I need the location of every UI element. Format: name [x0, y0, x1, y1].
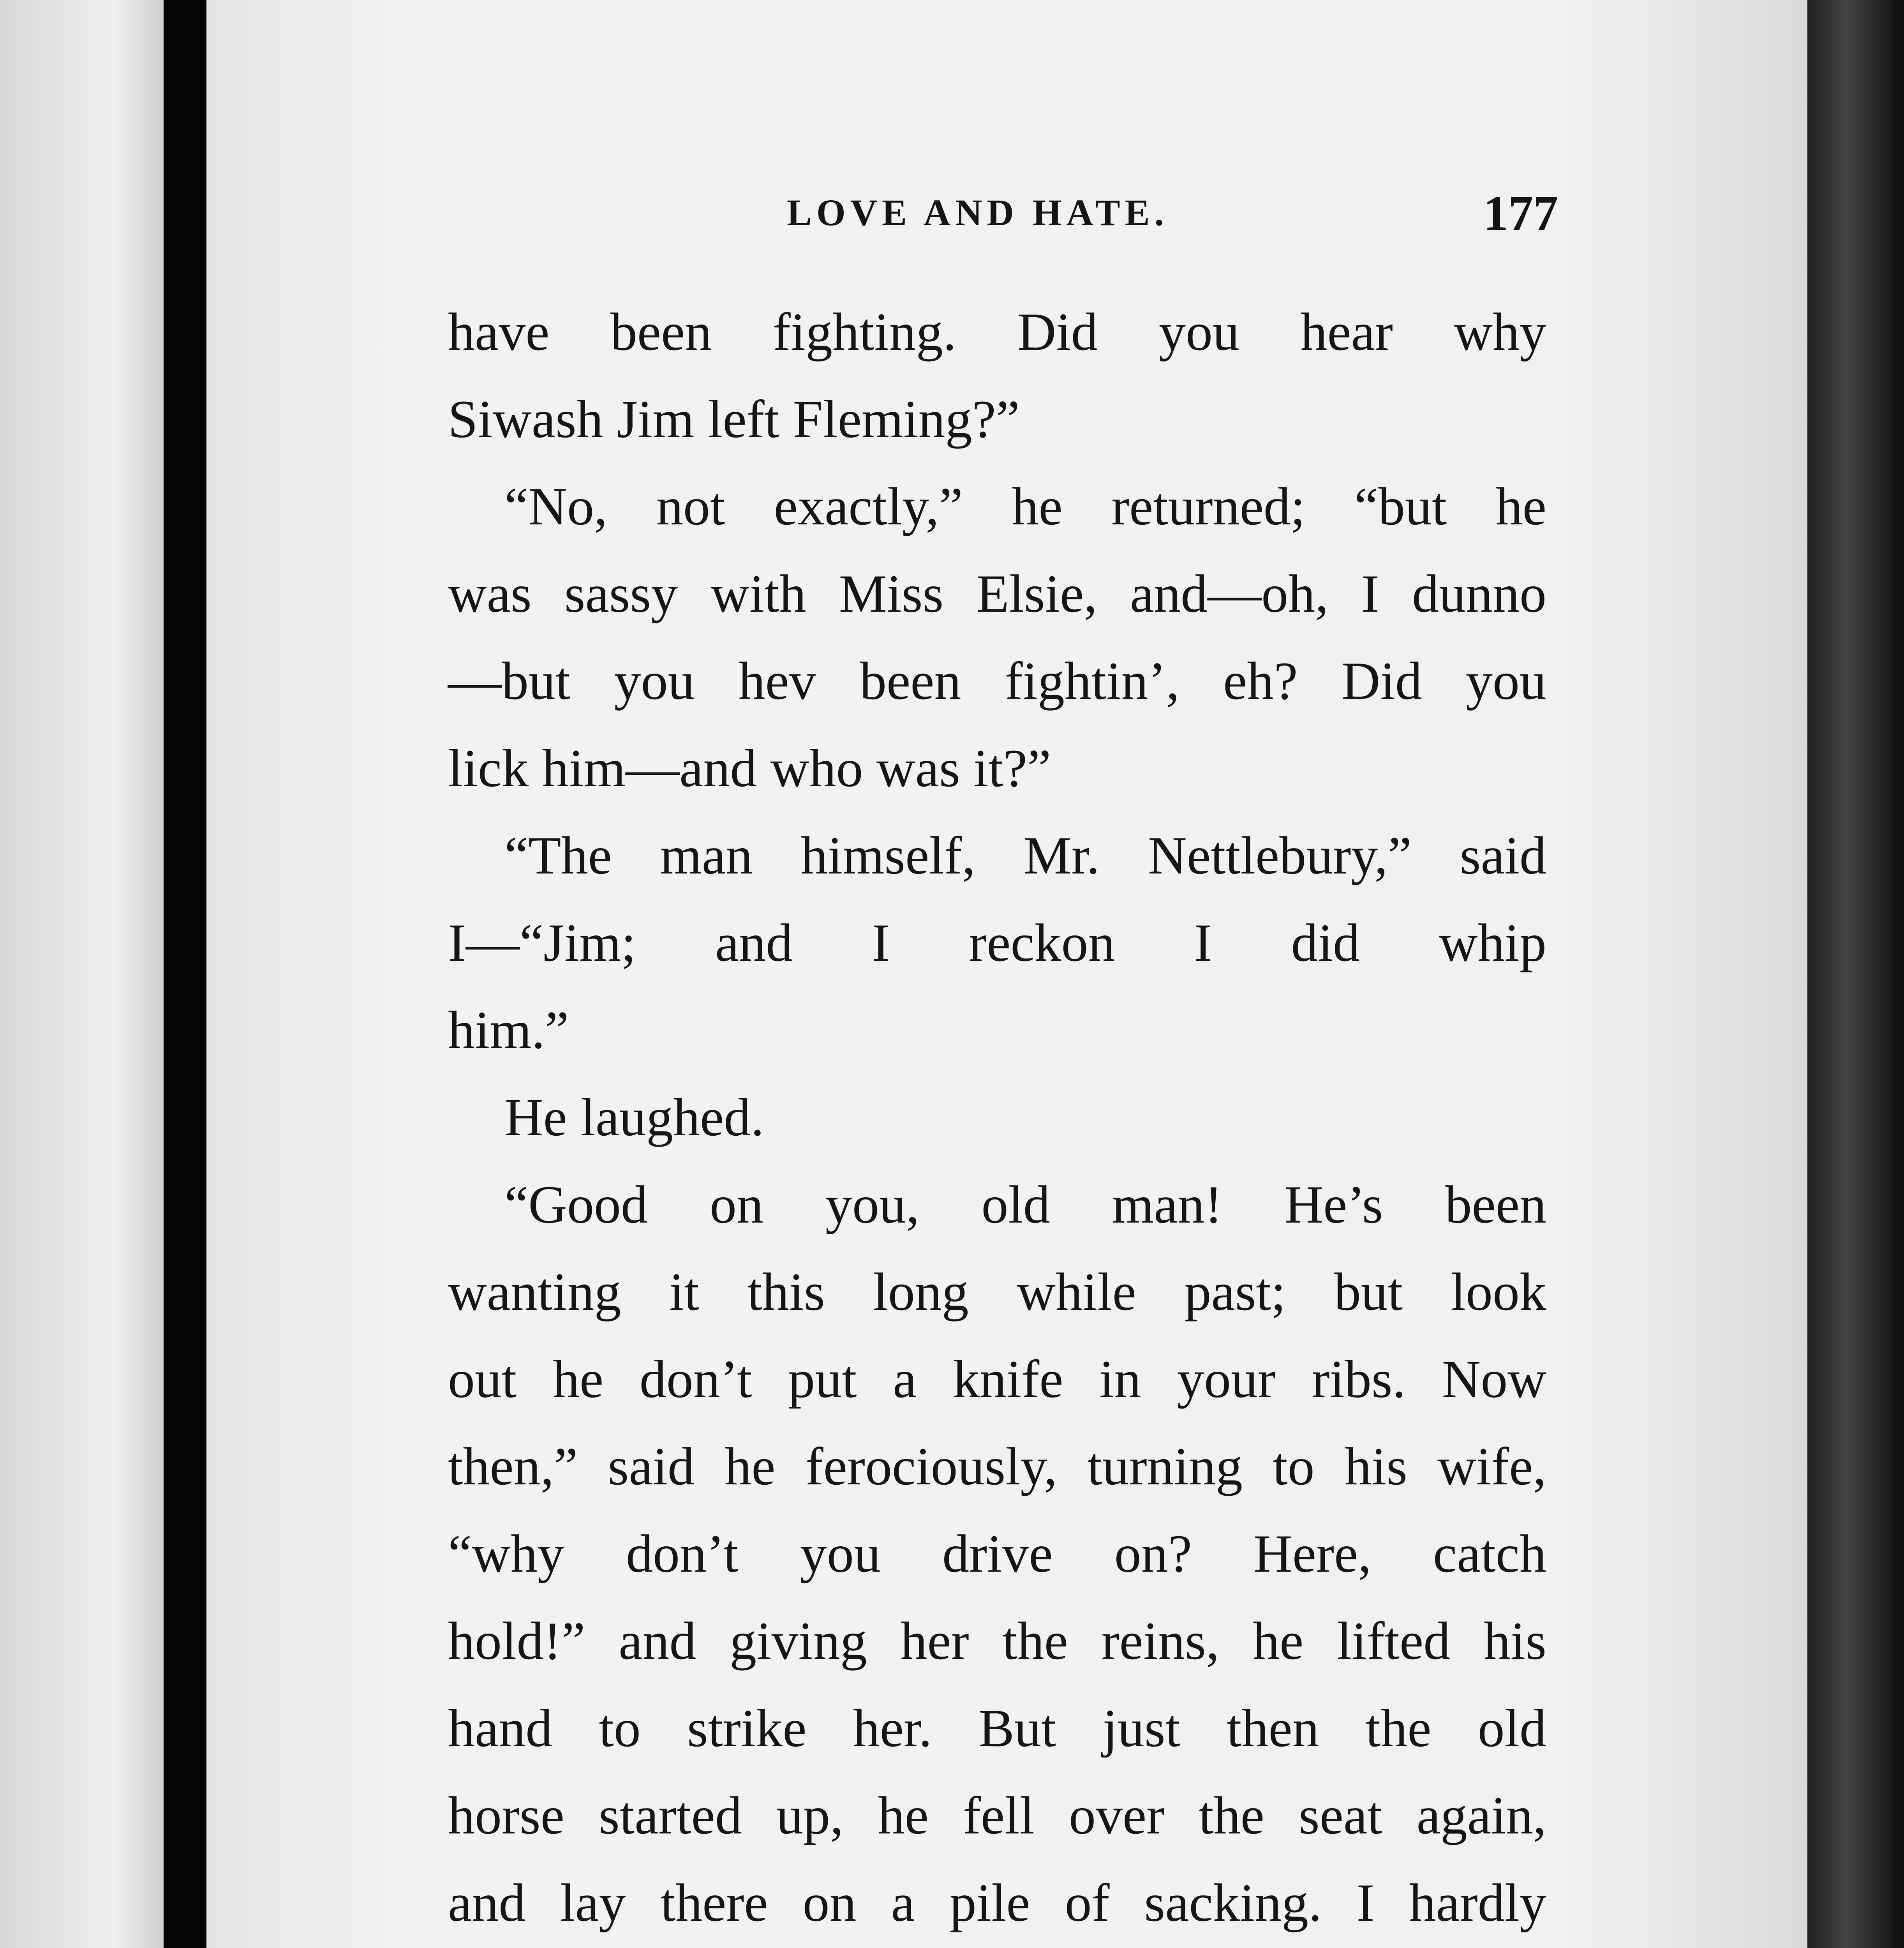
book-edge: [1807, 0, 1904, 1948]
text-line: [448, 1946, 1546, 1948]
text-line: lick him—and who was it?”: [448, 738, 1051, 798]
text-line: wanting it this long while past; but look: [448, 1262, 1546, 1322]
facing-page-edge: [0, 0, 164, 1948]
text-line: have been fighting. Did you hear why: [448, 302, 1546, 362]
text-line: and lay there on a pile of sacking. I hardly: [448, 1873, 1546, 1932]
text-line: then,” said he ferociously, turning to his wife,: [448, 1436, 1546, 1496]
text-line: I—“Jim; and I reckon I did whip: [448, 913, 1546, 972]
text-line: “Good on you, old man! He’s been: [504, 1175, 1546, 1234]
text-line: horse started up, he fell over the seat again,: [448, 1786, 1546, 1845]
chapter-title: LOVE AND HATE.: [787, 192, 1169, 233]
text-line: out he don’t put a knife in your ribs. Now: [448, 1349, 1546, 1409]
running-head: [448, 185, 1558, 245]
binding-gutter: [164, 0, 206, 1948]
body-text: [448, 288, 1546, 1948]
text-line: He laughed.: [504, 1087, 764, 1147]
text-line: was sassy with Miss Elsie, and—oh, I dunno: [448, 564, 1546, 623]
page-number: 177: [1483, 185, 1558, 241]
text-line: “The man himself, Mr. Nettlebury,” said: [504, 826, 1546, 885]
text-line: hold!” and giving her the reins, he lifted his: [448, 1611, 1546, 1671]
text-line: —but you hev been fightin’, eh? Did you: [448, 651, 1546, 711]
text-line: hand to strike her. But just then the old: [448, 1698, 1546, 1758]
text-line: Siwash Jim left Fleming?”: [448, 389, 1020, 449]
text-line: him.”: [448, 1000, 569, 1060]
text-line: “why don’t you drive on? Here, catch: [448, 1524, 1546, 1583]
text-line: “No, not exactly,” he returned; “but he: [504, 476, 1546, 536]
